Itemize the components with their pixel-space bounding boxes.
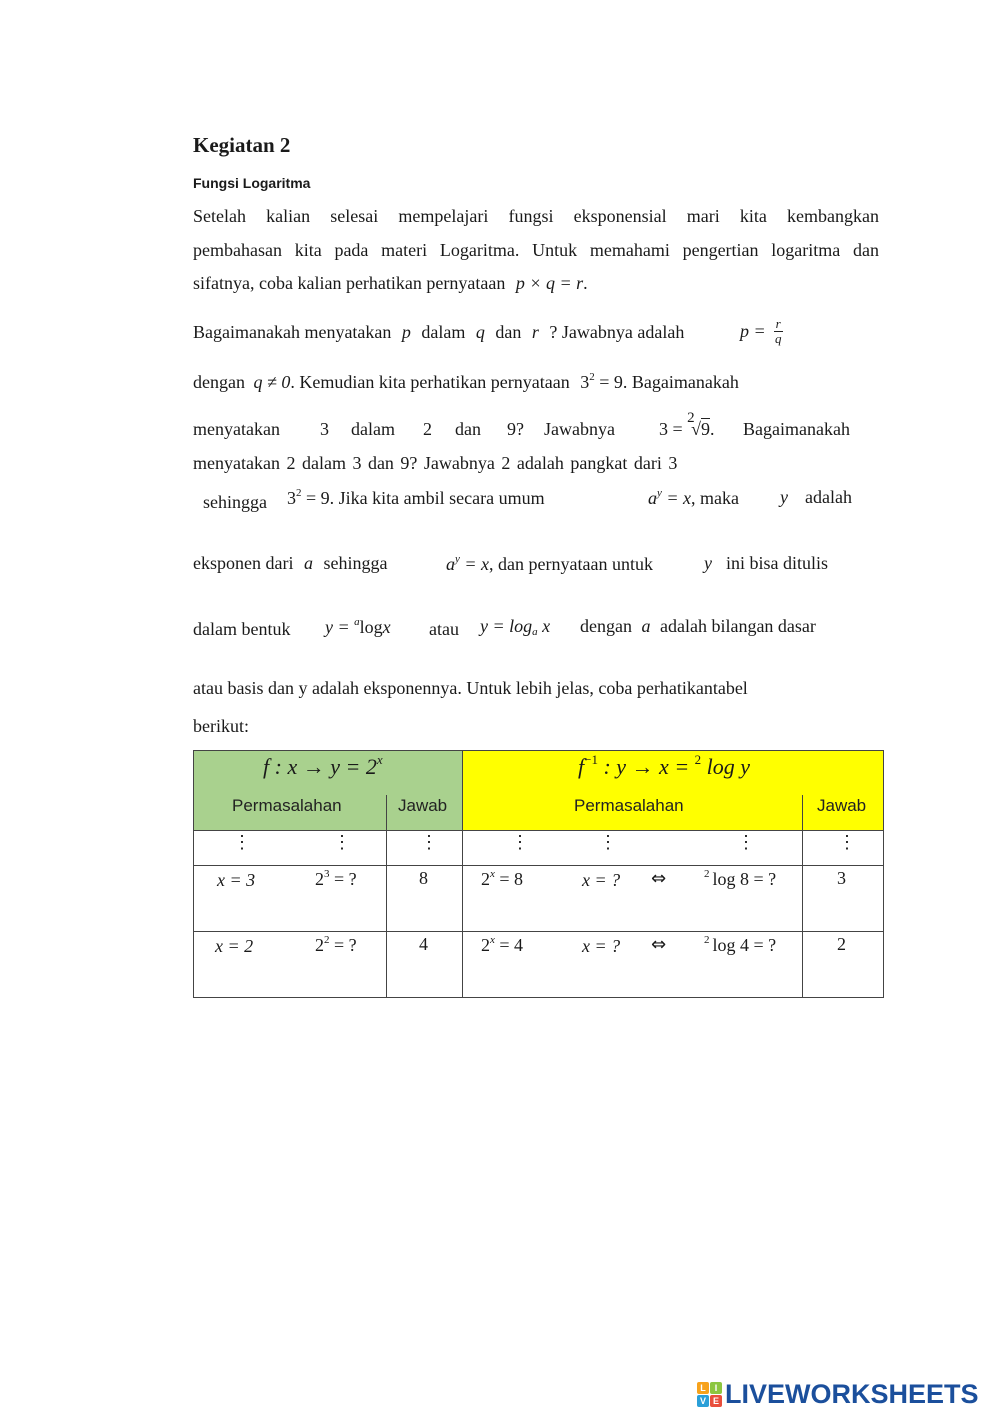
f1-log: log — [359, 617, 383, 637]
berikut-line: berikut: — [193, 716, 249, 736]
grid-top — [193, 750, 884, 751]
r2-logsup: 2 — [704, 934, 710, 946]
fraction-answer — [740, 317, 783, 346]
r2-l-base: 2 — [315, 935, 324, 955]
intro-line-3-text: sifatnya, coba kalian perhatikan pernyataan — [193, 273, 506, 293]
r2-r-exp: x — [490, 934, 495, 946]
liveworksheets-logo[interactable] — [697, 1379, 979, 1409]
pow-base: 3 — [580, 372, 590, 392]
f2-lhs: y = log — [480, 616, 533, 636]
r2-r-base: 2 — [481, 935, 490, 955]
dots-5: ⋮ — [599, 832, 617, 852]
table-row-2-equiv: ⇔ — [651, 934, 667, 955]
seh-w4: adalah — [805, 487, 852, 507]
eks-w3: , dan pernyataan untuk — [489, 554, 653, 574]
grid-v1 — [386, 795, 387, 998]
condition-q: q ≠ 0 — [253, 372, 291, 392]
m1-w3: dalam — [351, 419, 395, 439]
m1-w6: 9? — [507, 419, 524, 439]
logo-tile-1: L — [697, 1382, 709, 1394]
table-row-2-x: x = 2 — [215, 936, 254, 956]
f2-sub: a — [532, 626, 538, 638]
bentuk-w3: dengan — [580, 616, 632, 636]
table-row-2-answer-right: 2 — [837, 934, 846, 954]
bentuk-w2: atau — [429, 619, 459, 639]
sehingga-line — [287, 487, 545, 509]
logo-text: LIVEWORKSHEETS — [725, 1378, 979, 1409]
fraction-numerator: r — [775, 316, 781, 331]
f1-sup: a — [354, 616, 360, 628]
var-r: r — [531, 322, 539, 342]
table-row-2-power — [315, 934, 357, 956]
basis-line: atau basis dan y adalah eksponennya. Untuk lebih jelas, coba perhatikantabel — [193, 678, 748, 698]
root-symbol: 2 √9 — [687, 410, 711, 439]
left-answer-header: Jawab — [398, 796, 448, 815]
eks-w2: sehingga — [323, 553, 388, 573]
logo-tile-4: E — [710, 1395, 722, 1407]
intro-line-2: pembahasan kita pada materi Logaritma. Untuk memahami pengertian logaritma dan — [193, 240, 879, 260]
rf-logsup: 2 — [694, 752, 702, 767]
var-q: q — [475, 322, 485, 342]
table-row-2-log — [704, 934, 776, 956]
log-table — [193, 750, 884, 998]
f1-arg: x — [382, 617, 391, 637]
r1-l-exp: 3 — [324, 868, 330, 880]
r2-l-exp: 2 — [324, 934, 330, 946]
eks-w4: ini bisa ditulis — [726, 553, 829, 573]
rf-tail: log y — [701, 754, 751, 779]
seh-pow-exp: 2 — [296, 487, 302, 499]
sehingga-word: sehingga — [203, 492, 267, 512]
dots-3: ⋮ — [420, 832, 438, 852]
left-formula-base: f : x → y = 2 — [263, 754, 377, 779]
root-lhs: 3 = — [659, 419, 683, 439]
table-row-1-exp — [481, 868, 523, 890]
fraction-denominator: q — [774, 331, 782, 346]
table-row-1-question: x = ? — [582, 870, 621, 890]
eks-w1: eksponen dari — [193, 553, 294, 573]
dengan-text-a: dengan — [193, 372, 245, 392]
answer-lhs: p = — [740, 321, 766, 341]
eksponen-line — [193, 553, 387, 574]
pow-rhs: = 9 — [594, 372, 623, 392]
table-row-1-log — [704, 868, 776, 890]
var-p: p — [401, 322, 411, 342]
rf-f: f — [578, 754, 585, 779]
table-row-1-x: x = 3 — [217, 870, 256, 890]
page-title: Kegiatan 2 — [193, 133, 291, 157]
right-formula — [578, 752, 750, 780]
m1-w8: . — [710, 419, 715, 439]
menyatakan-line-2: menyatakan 2 dalam 3 dan 9? Jawabnya 2 adalah pangkat dari 3 — [193, 453, 678, 473]
table-row-1-answer-left: 8 — [419, 868, 428, 888]
left-problem-header: Permasalahan — [232, 796, 342, 815]
grid-h1 — [193, 830, 884, 831]
dots-2: ⋮ — [333, 832, 351, 852]
r1-logsup: 2 — [704, 868, 710, 880]
eks-gen-exp: y — [455, 553, 460, 565]
table-row-2-answer-left: 4 — [419, 934, 428, 954]
seh-w3: , maka — [691, 488, 740, 508]
m1-w5: dan — [455, 419, 481, 439]
fraction-r-over-q — [774, 317, 783, 346]
table-row-2-question: x = ? — [582, 936, 621, 956]
eks-gen-base: a — [446, 554, 455, 574]
log-form-1 — [325, 616, 391, 638]
intro-line-3-end: . — [583, 273, 588, 293]
left-formula — [263, 752, 383, 780]
r1-r-exp: x — [490, 868, 495, 880]
power-3-2 — [580, 372, 623, 392]
seh-pow-base: 3 — [287, 488, 296, 508]
r1-r-base: 2 — [481, 869, 490, 889]
f2-arg: x — [537, 616, 551, 636]
eks-var-y: y — [704, 553, 712, 573]
table-row-1-equiv: ⇔ — [651, 868, 667, 889]
f1-lhs: y = — [325, 617, 350, 637]
r2-log: log 4 = ? — [712, 935, 777, 955]
question-line — [193, 322, 684, 343]
table-row-1-answer-right: 3 — [837, 868, 846, 888]
q1-text-b: dalam — [421, 322, 466, 342]
seh-var-y: y — [780, 487, 788, 507]
m1-w7: Jawabnya — [544, 419, 615, 439]
eks-gen-rhs: = x — [459, 554, 490, 574]
r2-l-rhs: = ? — [329, 935, 357, 955]
dots-1: ⋮ — [233, 832, 251, 852]
m1-w2: 3 — [320, 419, 329, 439]
r1-r-rhs: = 8 — [494, 869, 524, 889]
m1-w1: menyatakan — [193, 419, 280, 439]
seh-pow-rhs: = 9 — [301, 488, 330, 508]
bentuk-w1: dalam bentuk — [193, 619, 291, 639]
math-pxq: p × q = r — [515, 273, 584, 293]
bentuk-var-a: a — [641, 616, 651, 636]
table-row-1-power — [315, 868, 357, 890]
grid-h3 — [193, 931, 884, 932]
log-form-2 — [480, 616, 550, 638]
q1-text-c: dan — [495, 322, 522, 342]
q1-text-d: ? Jawabnya adalah — [549, 322, 685, 342]
right-answer-header: Jawab — [817, 796, 867, 815]
pow-exp: 2 — [589, 371, 595, 383]
r2-r-rhs: = 4 — [494, 935, 524, 955]
bentuk-tail — [580, 616, 816, 637]
dots-4: ⋮ — [511, 832, 529, 852]
dots-7: ⋮ — [838, 832, 856, 852]
root-value: 9 — [701, 419, 711, 439]
dengan-text-c: . Bagaimanakah — [622, 372, 739, 392]
dots-6: ⋮ — [737, 832, 755, 852]
intro-line-1: Setelah kalian selesai mempelajari fungsi eksponensial mari kita kembangkan — [193, 206, 879, 226]
logo-tile-2: I — [710, 1382, 722, 1394]
gen-base: a — [648, 488, 657, 508]
table-row-2-exp — [481, 934, 523, 956]
grid-right — [883, 750, 884, 998]
m1-w9: Bagaimanakah — [743, 419, 850, 439]
eks-var-a: a — [303, 553, 313, 573]
grid-bottom — [193, 997, 884, 998]
right-problem-header: Permasalahan — [574, 796, 684, 815]
eks-general-power — [446, 553, 653, 575]
r1-log: log 8 = ? — [712, 869, 777, 889]
grid-left — [193, 750, 194, 998]
rf-inv: −1 — [584, 752, 598, 767]
bentuk-w4: adalah bilangan dasar — [659, 616, 816, 636]
q1-text-a: Bagaimanakah menyatakan — [193, 322, 392, 342]
m1-w4: 2 — [423, 419, 432, 439]
gen-exp: y — [657, 487, 662, 499]
grid-v3 — [802, 795, 803, 998]
grid-h2 — [193, 865, 884, 866]
rf-mid: : y → x = — [597, 754, 695, 779]
logo-icon — [697, 1382, 722, 1407]
grid-v2 — [462, 750, 463, 998]
r1-l-rhs: = ? — [329, 869, 357, 889]
root-index: 2 — [687, 410, 695, 426]
left-formula-exp: x — [376, 752, 383, 767]
gen-rhs: = x — [661, 488, 692, 508]
logo-tile-3: V — [697, 1395, 709, 1407]
root-expression — [659, 410, 715, 440]
dengan-text-b: . Kemudian kita perhatikan pernyataan — [290, 372, 570, 392]
section-subtitle: Fungsi Logaritma — [193, 175, 311, 191]
seh-w2: . Jika kita ambil secara umum — [329, 488, 545, 508]
seh-pow — [287, 488, 330, 508]
general-power — [648, 487, 739, 509]
dengan-line — [193, 371, 739, 393]
r1-l-base: 2 — [315, 869, 324, 889]
intro-line-3 — [193, 273, 588, 294]
